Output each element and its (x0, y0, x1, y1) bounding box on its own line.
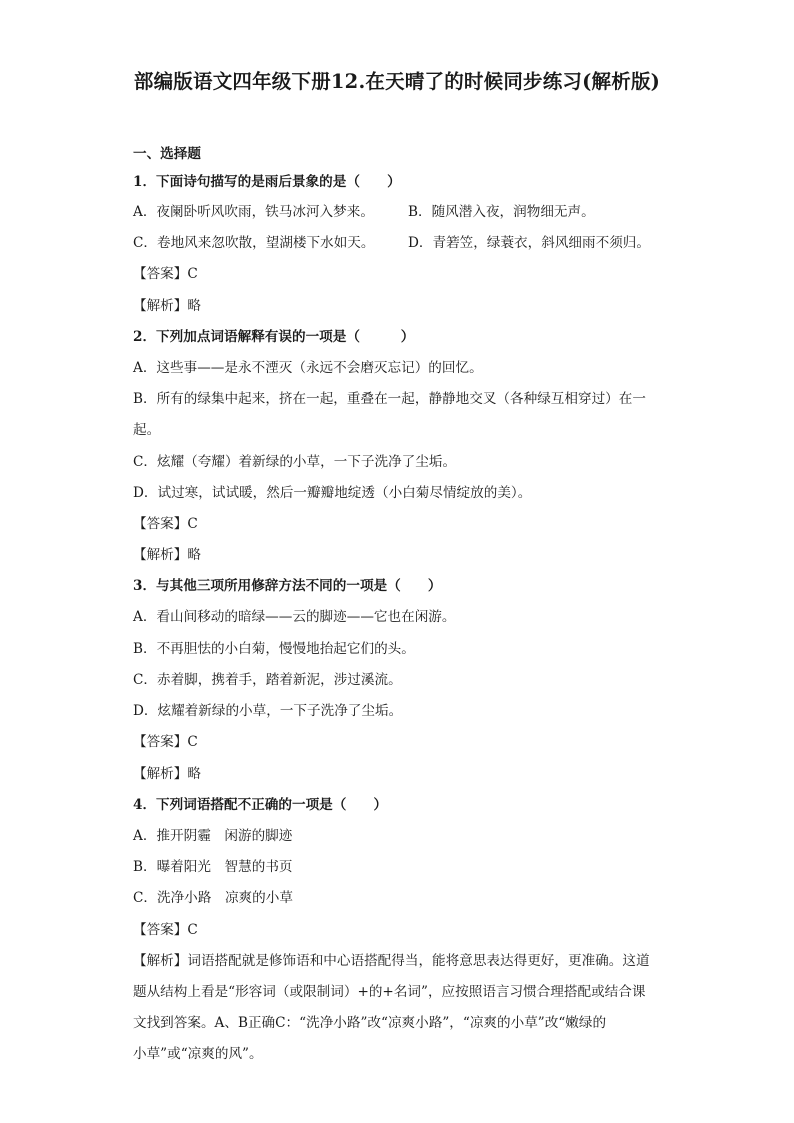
section-heading: 一、选择题 (133, 146, 201, 162)
question-2-option-d: D．试过寒，试试暖，然后一瓣瓣地绽透（小白菊尽情绽放的美）。 (133, 485, 532, 501)
question-3-option-c: C．赤着脚，携着手，踏着新泥，涉过溪流。 (133, 672, 402, 688)
question-4-stem: 4．下列词语搭配不正确的一项是（ ） (133, 797, 388, 813)
question-4-option-c: C．洗净小路 凉爽的小草 (133, 890, 293, 906)
question-4-option-b: B．曝着阳光 智慧的书页 (133, 859, 293, 875)
question-4-analysis-line-1: 【解析】词语搭配就是修饰语和中心语搭配得当，能将意思表达得更好，更准确。这道 (133, 953, 650, 969)
question-1-options-row-2 (133, 233, 673, 253)
question-2-answer: 【答案】C (133, 516, 198, 532)
question-3-option-d: D．炫耀着新绿的小草，一下子洗净了尘垢。 (133, 703, 403, 719)
question-1-options-row-1 (133, 202, 673, 222)
question-2-stem: 2．下列加点词语解释有误的一项是（ ） (133, 329, 415, 345)
document-title: 部编版语文四年级下册12.在天晴了的时候同步练习(解析版) (133, 70, 661, 93)
question-3-stem: 3．与其他三项所用修辞方法不同的一项是（ ） (133, 578, 442, 594)
question-4-analysis-line-4: 小草”或“凉爽的风”。 (133, 1046, 263, 1062)
question-3-option-b: B．不再胆怯的小白菊，慢慢地抬起它们的头。 (133, 641, 415, 657)
question-4-option-a: A．推开阴霾 闲游的脚迹 (133, 828, 293, 844)
question-2-option-a: A．这些事——是永不湮灭（永远不会磨灭忘记）的回忆。 (133, 360, 483, 376)
question-1-option-b: B．随风潜入夜，润物细无声。 (408, 204, 595, 220)
question-4-answer: 【答案】C (133, 922, 198, 938)
question-2-option-b-cont: 起。 (133, 422, 161, 438)
question-3-option-a: A．看山间移动的暗绿——云的脚迹——它也在闲游。 (133, 609, 456, 625)
question-1-option-d: D．青箬笠，绿蓑衣，斜风细雨不须归。 (408, 235, 650, 251)
question-1-analysis: 【解析】略 (133, 298, 201, 314)
question-3-analysis: 【解析】略 (133, 766, 201, 782)
question-2-analysis: 【解析】略 (133, 547, 201, 563)
question-2-option-c: C．炫耀（夸耀）着新绿的小草，一下子洗净了尘垢。 (133, 454, 457, 470)
question-1-answer: 【答案】C (133, 266, 198, 282)
question-1-stem: 1．下面诗句描写的是雨后景象的是（ ） (133, 174, 401, 190)
question-4-analysis-line-2: 题从结构上看是“形容词（或限制词）+的+名词”，应按照语言习惯合理搭配或结合课 (133, 984, 646, 1000)
question-1-option-c: C．卷地风来忽吹散，望湖楼下水如天。 (133, 235, 375, 251)
question-2-option-b: B．所有的绿集中起来，挤在一起，重叠在一起，静静地交叉（各种绿互相穿过）在一 (133, 391, 646, 407)
question-1-option-a: A．夜阑卧听风吹雨，铁马冰河入梦来。 (133, 204, 374, 220)
question-3-answer: 【答案】C (133, 734, 198, 750)
question-4-analysis-line-3: 文找到答案。A、B正确C：“洗净小路”改“凉爽小路”，“凉爽的小草”改“嫩绿的 (133, 1015, 607, 1031)
